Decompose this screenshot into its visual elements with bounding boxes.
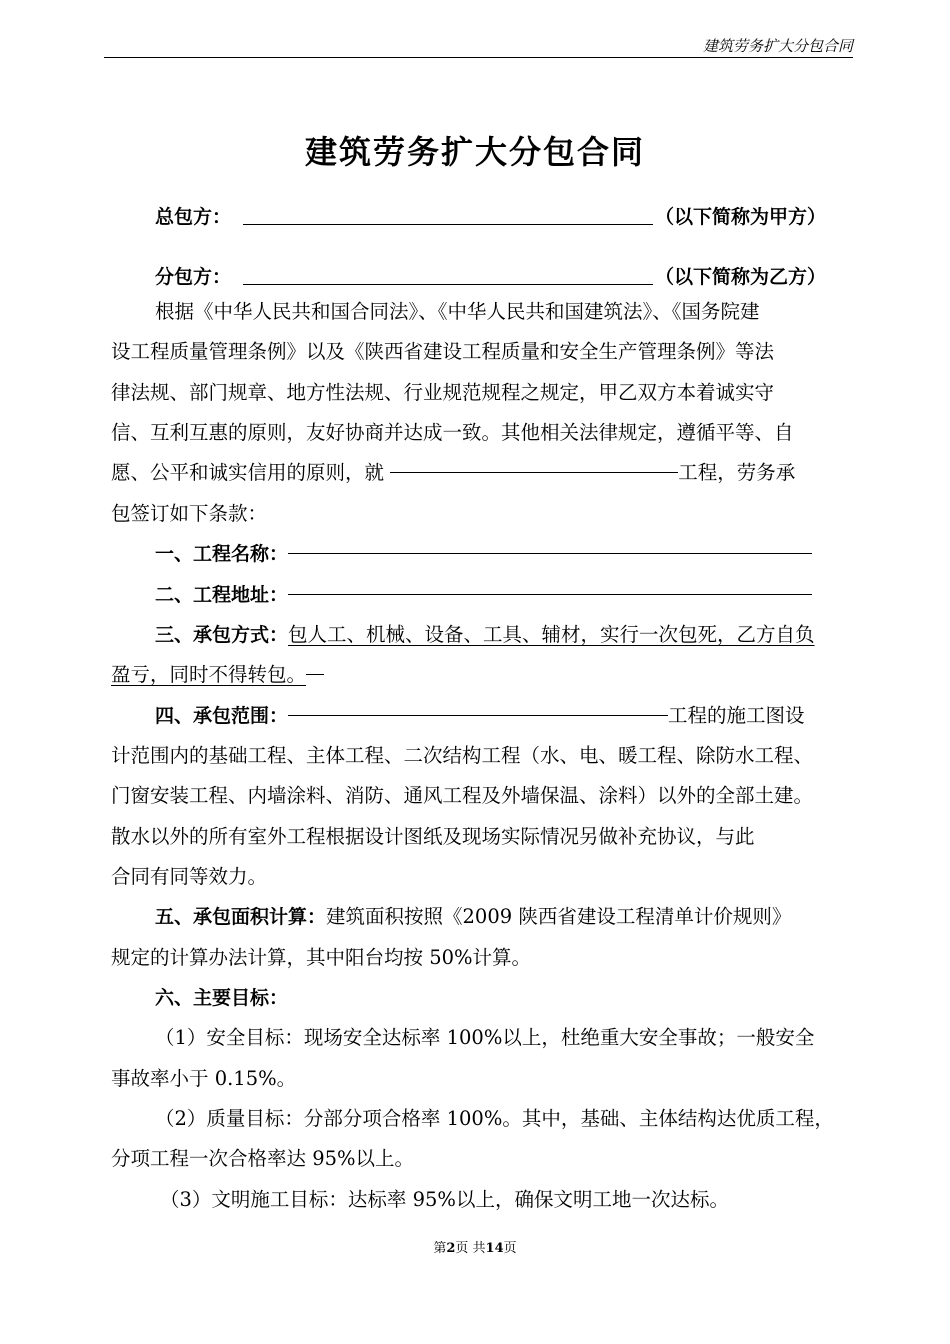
subcontractor-label: 分包方： [155, 266, 232, 288]
footer-text: 页 共 [455, 1241, 486, 1256]
goal-safety: （1）安全目标：现场安全达标率 100%以上，杜绝重大安全事故；一般安全 [155, 1026, 815, 1049]
preamble-line: 根据《中华人民共和国合同法》、《中华人民共和国建筑法》、《国务院建 [155, 300, 760, 323]
project-name-blank[interactable] [390, 471, 678, 473]
general-contractor-suffix: （以下简称为甲方） [655, 206, 827, 228]
preamble-line: 律法规、部门规章、地方性法规、行业规范规程之规定，甲乙双方本着诚实守 [111, 381, 775, 404]
clause-label: 六、主要目标： [155, 987, 289, 1009]
clause-label: 三、承包方式： [155, 624, 289, 646]
clause-area-calculation [155, 898, 791, 936]
preamble-line: 设工程质量管理条例》以及《陕西省建设工程质量和安全生产管理条例》等法 [111, 340, 775, 363]
underline-tail [306, 673, 324, 675]
running-title: 建筑劳务扩大分包合同 [702, 37, 853, 55]
clause-text: 包人工、机械、设备、工具、辅材，实行一次包死，乙方自负 [288, 623, 815, 646]
clause-label: 一、工程名称： [155, 543, 289, 565]
footer-text: 页 [503, 1241, 517, 1256]
goal-safety-cont: 事故率小于 0.15%。 [111, 1067, 297, 1090]
clause-project-name [155, 535, 812, 573]
clause-main-goals [155, 979, 288, 1017]
clause-text: 建筑面积按照《2009 陕西省建设工程清单计价规则》 [326, 905, 792, 928]
project-address-field[interactable] [288, 593, 812, 595]
clause-label: 五、承包面积计算： [155, 906, 327, 928]
clause-project-address [155, 576, 812, 614]
preamble-line: 信、互利互惠的原则，友好协商并达成一致。其他相关法律规定，遵循平等、自 [111, 421, 794, 444]
general-contractor-blank[interactable] [243, 224, 653, 225]
goal-quality: （2）质量目标：分部分项合格率 100%。其中，基础、主体结构达优质工程， [155, 1107, 834, 1130]
clause-text: 工程的施工图设 [668, 704, 805, 727]
clause-text: 盈亏，同时不得转包。 [111, 663, 307, 686]
general-contractor-label: 总包方： [155, 206, 232, 228]
page-footer [0, 1240, 950, 1258]
subcontractor-line [155, 259, 855, 295]
clause-text: 合同有同等效力。 [111, 865, 268, 888]
clause-label: 二、工程地址： [155, 584, 289, 606]
preamble-line: 包签订如下条款： [111, 502, 268, 525]
footer-text: 第 [433, 1241, 447, 1256]
general-contractor-line [155, 199, 855, 235]
clause-text: 门窗安装工程、内墙涂料、消防、通风工程及外墙保温、涂料）以外的全部土建。 [111, 784, 814, 807]
total-page-count: 14 [485, 1241, 504, 1256]
preamble-text: 工程，劳务承 [678, 461, 796, 484]
preamble-line [111, 454, 795, 492]
document-title: 建筑劳务扩大分包合同 [304, 133, 645, 171]
clause-scope [155, 697, 805, 735]
goal-quality-cont: 分项工程一次合格率达 95%以上。 [111, 1147, 415, 1170]
clause-text: 散水以外的所有室外工程根据设计图纸及现场实际情况另做补充协议，与此 [111, 825, 755, 848]
clause-text: 计范围内的基础工程、主体工程、二次结构工程（水、电、暖工程、除防水工程、 [111, 744, 814, 767]
scope-project-blank[interactable] [288, 714, 668, 716]
current-page-number: 2 [446, 1241, 456, 1256]
clause-contract-mode [155, 616, 815, 654]
subcontractor-blank[interactable] [243, 284, 653, 285]
subcontractor-suffix: （以下简称为乙方） [655, 266, 827, 288]
project-name-field[interactable] [288, 552, 812, 554]
clause-label: 四、承包范围： [155, 705, 289, 727]
clause-contract-mode-cont [111, 656, 324, 694]
goal-civilized-construction: （3）文明施工目标：达标率 95%以上，确保文明工地一次达标。 [160, 1188, 729, 1211]
running-header [104, 36, 853, 58]
clause-text: 规定的计算办法计算，其中阳台均按 50%计算。 [111, 946, 532, 969]
preamble-text: 愿、公平和诚实信用的原则，就 [111, 461, 391, 484]
